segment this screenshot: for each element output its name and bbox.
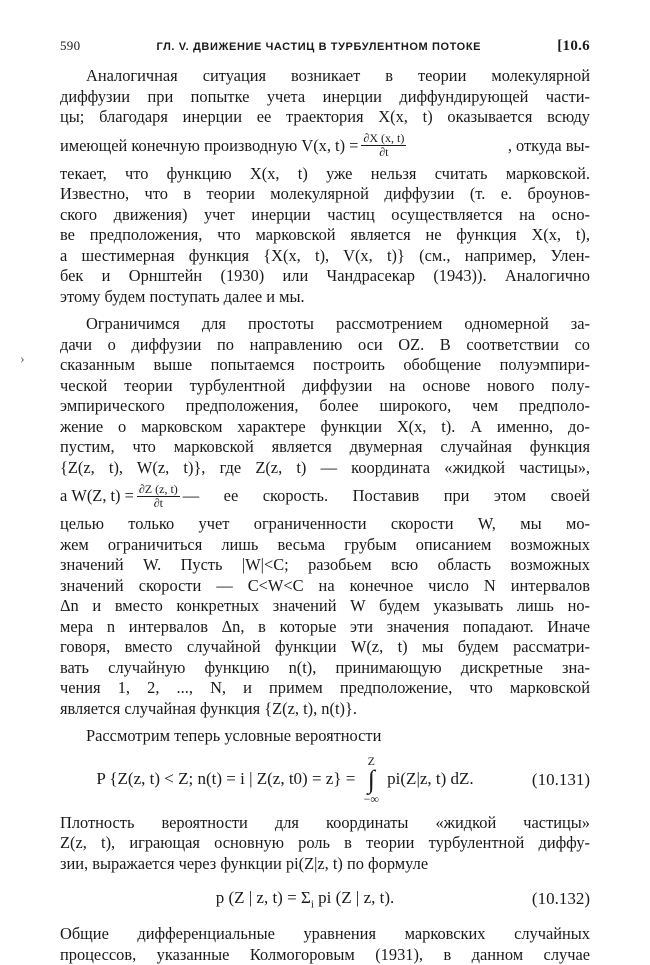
text-line: а шестимерная функция {X(x, t), V(x, t)} (см., например, Улен- bbox=[60, 246, 590, 267]
running-header bbox=[60, 38, 590, 60]
integral-symbol: ∫ bbox=[368, 767, 375, 793]
text-line: бек и Орнштейн (1930) или Чандрасекар (1943)). Аналогично bbox=[60, 266, 590, 287]
text-line: мера n интервалов Δn, в которые эти значения попадают. Иначе bbox=[60, 617, 590, 638]
page-number: 590 bbox=[60, 38, 80, 54]
text-line: цы; благодаря инерции ее траектория X(x, t) оказывается всюду bbox=[60, 107, 590, 128]
text-line: текает, что функцию X(x, t) уже нельзя считать марковской. bbox=[60, 164, 590, 185]
equation-lhs: P {Z(z, t) < Z; n(t) = i | Z(z, t0) = z} = bbox=[96, 768, 355, 787]
page bbox=[60, 38, 590, 965]
fraction-numerator: ∂Z (z, t) bbox=[137, 483, 180, 497]
text-line: Известно, что в теории молекулярной диффузии (т. е. броунов- bbox=[60, 184, 590, 205]
velocity-formula-line bbox=[60, 128, 590, 164]
equation-body bbox=[60, 755, 510, 805]
equation-body bbox=[60, 888, 510, 910]
integral-lower-limit: −∞ bbox=[364, 793, 379, 805]
equation-number: (10.132) bbox=[510, 889, 590, 909]
text-line: жение о марковском характере функции X(x, t). А именно, до- bbox=[60, 417, 590, 438]
text-line: целью только учет ограниченности скорости W, мы мо- bbox=[60, 514, 590, 535]
text-line: этому будем поступать далее и мы. bbox=[60, 287, 590, 308]
text-line: является случайная функция {Z(z, t), n(t)}. bbox=[60, 699, 590, 720]
margin-mark: › bbox=[20, 352, 25, 368]
equation-10-132 bbox=[60, 874, 590, 924]
paragraph-4 bbox=[60, 813, 590, 875]
paragraph-5 bbox=[60, 924, 590, 965]
text-line: жем ограничиться лишь весьма грубым описанием возможных bbox=[60, 535, 590, 556]
text-line: говоря, вместо случайной функции W(z, t) мы будем рассматри- bbox=[60, 637, 590, 658]
text-line: вать случайную функцию n(t), принимающую дискретные зна- bbox=[60, 658, 590, 679]
equation-10-131 bbox=[60, 747, 590, 813]
text-line: сказанным выше попытаемся построить обобщение полуэмпири- bbox=[60, 355, 590, 376]
text-line: Z(z, t), играющая основную роль в теории турбулентной диффу- bbox=[60, 833, 590, 854]
paragraph-3: Рассмотрим теперь условные вероятности bbox=[60, 726, 590, 747]
text-line: пустим, что марковской является двумерная случайная функция bbox=[60, 437, 590, 458]
w-fraction bbox=[137, 483, 180, 510]
velocity-pre: имеющей конечную производную V(x, t) = bbox=[60, 136, 358, 156]
equation-rhs: pi(Z|z, t) dZ. bbox=[387, 768, 474, 787]
equation-lhs: p (Z | z, t) = Σ bbox=[216, 888, 311, 907]
w-pre: а W(Z, t) = bbox=[60, 486, 134, 506]
velocity-post: , откуда вы- bbox=[409, 136, 590, 156]
section-number: [10.6 bbox=[557, 38, 590, 55]
text-line: диффузии при попытке учета инерции диффундирующей части- bbox=[60, 87, 590, 108]
sum-index: i bbox=[311, 898, 314, 910]
text-line: Ограничимся для простоты рассмотрением одномерной за- bbox=[60, 314, 590, 335]
w-formula-line bbox=[60, 478, 590, 514]
running-title: ГЛ. V. ДВИЖЕНИЕ ЧАСТИЦ В ТУРБУЛЕНТНОМ ПОТОКЕ bbox=[157, 41, 482, 53]
text-line: Общие дифференциальные уравнения марковских случайных bbox=[60, 924, 590, 945]
paragraph-1 bbox=[60, 66, 590, 307]
text-line: дачи о диффузии по направлению оси OZ. В соответствии со bbox=[60, 335, 590, 356]
fraction-denominator: ∂t bbox=[154, 497, 163, 510]
text-line: Плотность вероятности для координаты «жидкой частицы» bbox=[60, 813, 590, 834]
text-line: ского движения) учет инерции частиц осуществляется на осно- bbox=[60, 205, 590, 226]
text-line: ве предположения, что марковской является не функция X(x, t), bbox=[60, 225, 590, 246]
w-post: — ее скорость. Поставив при этом своей bbox=[183, 486, 590, 506]
text-line: {Z(z, t), W(z, t)}, где Z(z, t) — координата «жидкой частицы», bbox=[60, 458, 590, 479]
fraction-denominator: ∂t bbox=[379, 146, 388, 159]
equation-rhs: pi (Z | z, t). bbox=[318, 888, 394, 907]
text-line: Δn и вместо конкретных значений W будем указывать лишь но- bbox=[60, 596, 590, 617]
text-line: процессов, указанные Колмогоровым (1931), в данном случае bbox=[60, 945, 590, 965]
paragraph-2 bbox=[60, 314, 590, 719]
text-line: чения 1, 2, ..., N, и примем предположение, что марковской bbox=[60, 678, 590, 699]
text-line: значений W. Пусть |W|<C; разобьем всю область возможных bbox=[60, 555, 590, 576]
equation-number: (10.131) bbox=[510, 770, 590, 790]
text-line: Аналогичная ситуация возникает в теории молекулярной bbox=[60, 66, 590, 87]
text-line: значений скорости — C<W<C на конечное число N интервалов bbox=[60, 576, 590, 597]
integral-sign bbox=[364, 755, 379, 805]
velocity-fraction bbox=[361, 132, 406, 159]
fraction-numerator: ∂X (x, t) bbox=[361, 132, 406, 146]
text-line: ческой теории турбулентной диффузии на основе нового полу- bbox=[60, 376, 590, 397]
text-line: эмпирического предположения, более широкого, чем предполо- bbox=[60, 396, 590, 417]
integral-upper-limit: Z bbox=[368, 755, 375, 767]
text-line: зии, выражается через функции pi(Z|z, t) по формуле bbox=[60, 854, 590, 875]
